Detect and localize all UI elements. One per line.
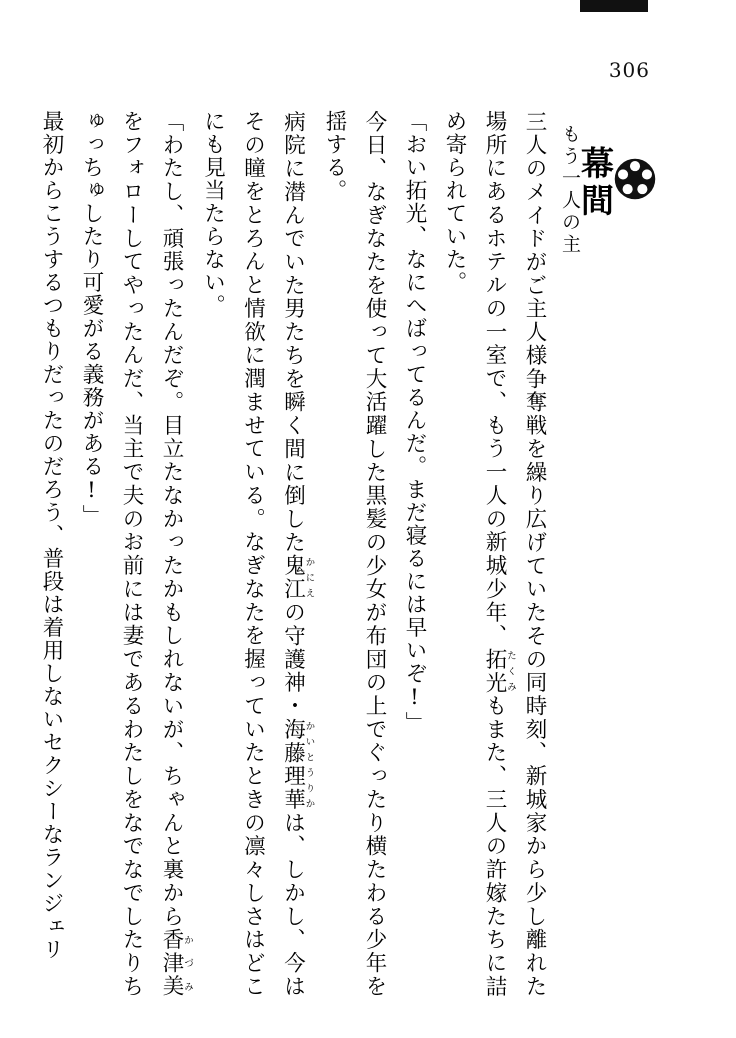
flower-crest-icon	[612, 156, 658, 202]
body-text	[31, 110, 554, 998]
paragraph: 今日、なぎなたを使って大活躍した黒髪の少女が布団の上でぐったり横たわる少年を揺する。	[322, 110, 387, 998]
page-body	[39, 110, 658, 999]
ruby-kazumi: 香津美かづみ	[159, 928, 193, 999]
chapter-subtitle: もう一人の主	[559, 124, 581, 256]
paragraph: 病院に潜んでいた男たちを瞬く間に倒した鬼江かにえの守護神・海藤理華かいとうりかは、しかし、今はその瞳をとろんと情欲に潤ませている。なぎなたを握っていたときの凛々しさはどこにも見当たらない。	[200, 110, 315, 999]
paragraph: 「わたし、頑張ったんだぞ。目立たなかったかもしれないが、ちゃんと裏から香津美かづみをフォローしてやったんだ、当主で夫のお前には妻であるわたしをなでなでしたりちゅっちゅしたり可愛がる義務がある!」	[79, 110, 193, 999]
ruby-kaitourika: 海藤理華かいとうりか	[280, 717, 315, 812]
paragraph: 三人のメイドがご主人様争奪戦を繰り広げていたその同時刻、新城家から少し離れた場所にあるホテルの一室で、もう一人の新城少年、拓光たくみもまた、三人の許嫁たちに詰め寄られていた。	[442, 110, 547, 999]
ruby-takumi: 拓光たくみ	[482, 647, 516, 695]
ruby-kanie: 鬼江かにえ	[280, 554, 315, 602]
page-edge-marker	[580, 0, 648, 12]
paragraph: 最初からこうするつもりだったのだろう、普段は着用しないセクシーなランジェリ	[39, 110, 64, 961]
page-number: 306	[608, 58, 650, 82]
chapter-heading	[560, 110, 658, 998]
paragraph: 「おい拓光、なにへばってるんだ。まだ寝るには早いぞ!」	[402, 110, 427, 735]
chapter-title: 幕間	[576, 146, 615, 220]
heading-column	[560, 110, 658, 256]
